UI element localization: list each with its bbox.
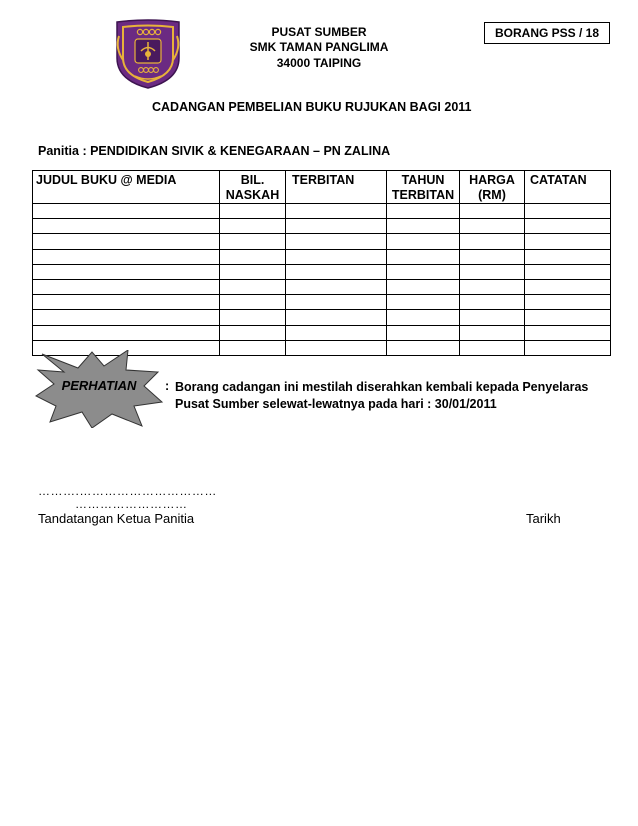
table-cell xyxy=(286,295,387,310)
table-cell xyxy=(387,264,460,279)
table-cell xyxy=(33,234,220,249)
table-cell xyxy=(387,340,460,355)
table-cell xyxy=(286,219,387,234)
table-header-row xyxy=(33,171,611,204)
table-cell xyxy=(33,204,220,219)
table-cell xyxy=(460,204,525,219)
document-title: CADANGAN PEMBELIAN BUKU RUJUKAN BAGI 2011 xyxy=(152,100,472,114)
table-cell xyxy=(387,234,460,249)
table-cell xyxy=(387,279,460,294)
table-row xyxy=(33,249,611,264)
notice-line-2: Pusat Sumber selewat-lewatnya pada hari : 30/01/2011 xyxy=(175,397,497,411)
table-cell xyxy=(525,219,611,234)
table-cell xyxy=(460,264,525,279)
table-cell xyxy=(286,234,387,249)
col-header-harga: HARGA (RM) xyxy=(460,171,525,204)
table-cell xyxy=(460,219,525,234)
notice-colon: : xyxy=(165,379,170,393)
table-cell xyxy=(220,249,286,264)
table-cell xyxy=(33,219,220,234)
table-cell xyxy=(387,219,460,234)
form-code-box: BORANG PSS / 18 xyxy=(484,22,610,44)
table-cell xyxy=(33,279,220,294)
table-row xyxy=(33,234,611,249)
table-cell xyxy=(525,279,611,294)
col-header-judul: JUDUL BUKU @ MEDIA xyxy=(33,171,220,204)
table-row xyxy=(33,264,611,279)
table-cell xyxy=(460,295,525,310)
header-line-1: PUSAT SUMBER xyxy=(271,25,367,39)
table-cell xyxy=(460,234,525,249)
col-header-tahun-terbitan: TAHUN TERBITAN xyxy=(387,171,460,204)
table-cell xyxy=(33,325,220,340)
panitia-line: Panitia : PENDIDIKAN SIVIK & KENEGARAAN – PN ZALINA xyxy=(38,144,391,158)
col-header-catatan: CATATAN xyxy=(525,171,611,204)
table-cell xyxy=(525,204,611,219)
table-cell xyxy=(286,249,387,264)
table-cell xyxy=(220,340,286,355)
table-cell xyxy=(286,204,387,219)
table-cell xyxy=(387,310,460,325)
table-row xyxy=(33,204,611,219)
perhatian-label: PERHATIAN xyxy=(61,378,137,393)
table-cell xyxy=(460,325,525,340)
table-row xyxy=(33,279,611,294)
table-cell xyxy=(33,295,220,310)
table-cell xyxy=(220,219,286,234)
table-cell xyxy=(387,249,460,264)
table-cell xyxy=(33,249,220,264)
table-row xyxy=(33,325,611,340)
table-cell xyxy=(220,310,286,325)
table-cell xyxy=(525,264,611,279)
table-cell xyxy=(525,340,611,355)
table-cell xyxy=(525,249,611,264)
col-header-bil-naskah: BIL. NASKAH xyxy=(220,171,286,204)
book-suggestion-table xyxy=(32,170,611,356)
table-cell xyxy=(33,264,220,279)
table-cell xyxy=(220,279,286,294)
col-header-terbitan: TERBITAN xyxy=(286,171,387,204)
notice-text xyxy=(175,379,615,413)
table-cell xyxy=(460,310,525,325)
table-cell xyxy=(387,295,460,310)
signature-dots-line-1: ……….…………………………… xyxy=(38,484,217,498)
table-cell xyxy=(286,340,387,355)
date-label: Tarikh xyxy=(526,511,561,526)
signature-label: Tandatangan Ketua Panitia xyxy=(38,511,195,526)
table-cell xyxy=(525,295,611,310)
table-cell xyxy=(220,234,286,249)
table-cell xyxy=(220,325,286,340)
notice-line-1: Borang cadangan ini mestilah diserahkan kembali kepada Penyelaras xyxy=(175,380,589,394)
table-cell xyxy=(525,310,611,325)
header-line-2: SMK TAMAN PANGLIMA xyxy=(249,40,389,54)
table-cell xyxy=(286,264,387,279)
table-cell xyxy=(286,279,387,294)
table-cell xyxy=(220,204,286,219)
table-cell xyxy=(286,325,387,340)
table-cell xyxy=(286,310,387,325)
table-cell xyxy=(387,325,460,340)
table-cell xyxy=(220,264,286,279)
table-cell xyxy=(460,249,525,264)
header-line-3: 34000 TAIPING xyxy=(276,56,362,70)
table-cell xyxy=(525,234,611,249)
table-cell xyxy=(33,310,220,325)
table-row xyxy=(33,310,611,325)
table-cell xyxy=(387,204,460,219)
table-cell xyxy=(460,279,525,294)
table-row xyxy=(33,219,611,234)
table-cell xyxy=(525,325,611,340)
table-row xyxy=(33,295,611,310)
table-cell xyxy=(220,295,286,310)
table-cell xyxy=(460,340,525,355)
signature-dots-line-2: ……………………… xyxy=(75,497,188,511)
